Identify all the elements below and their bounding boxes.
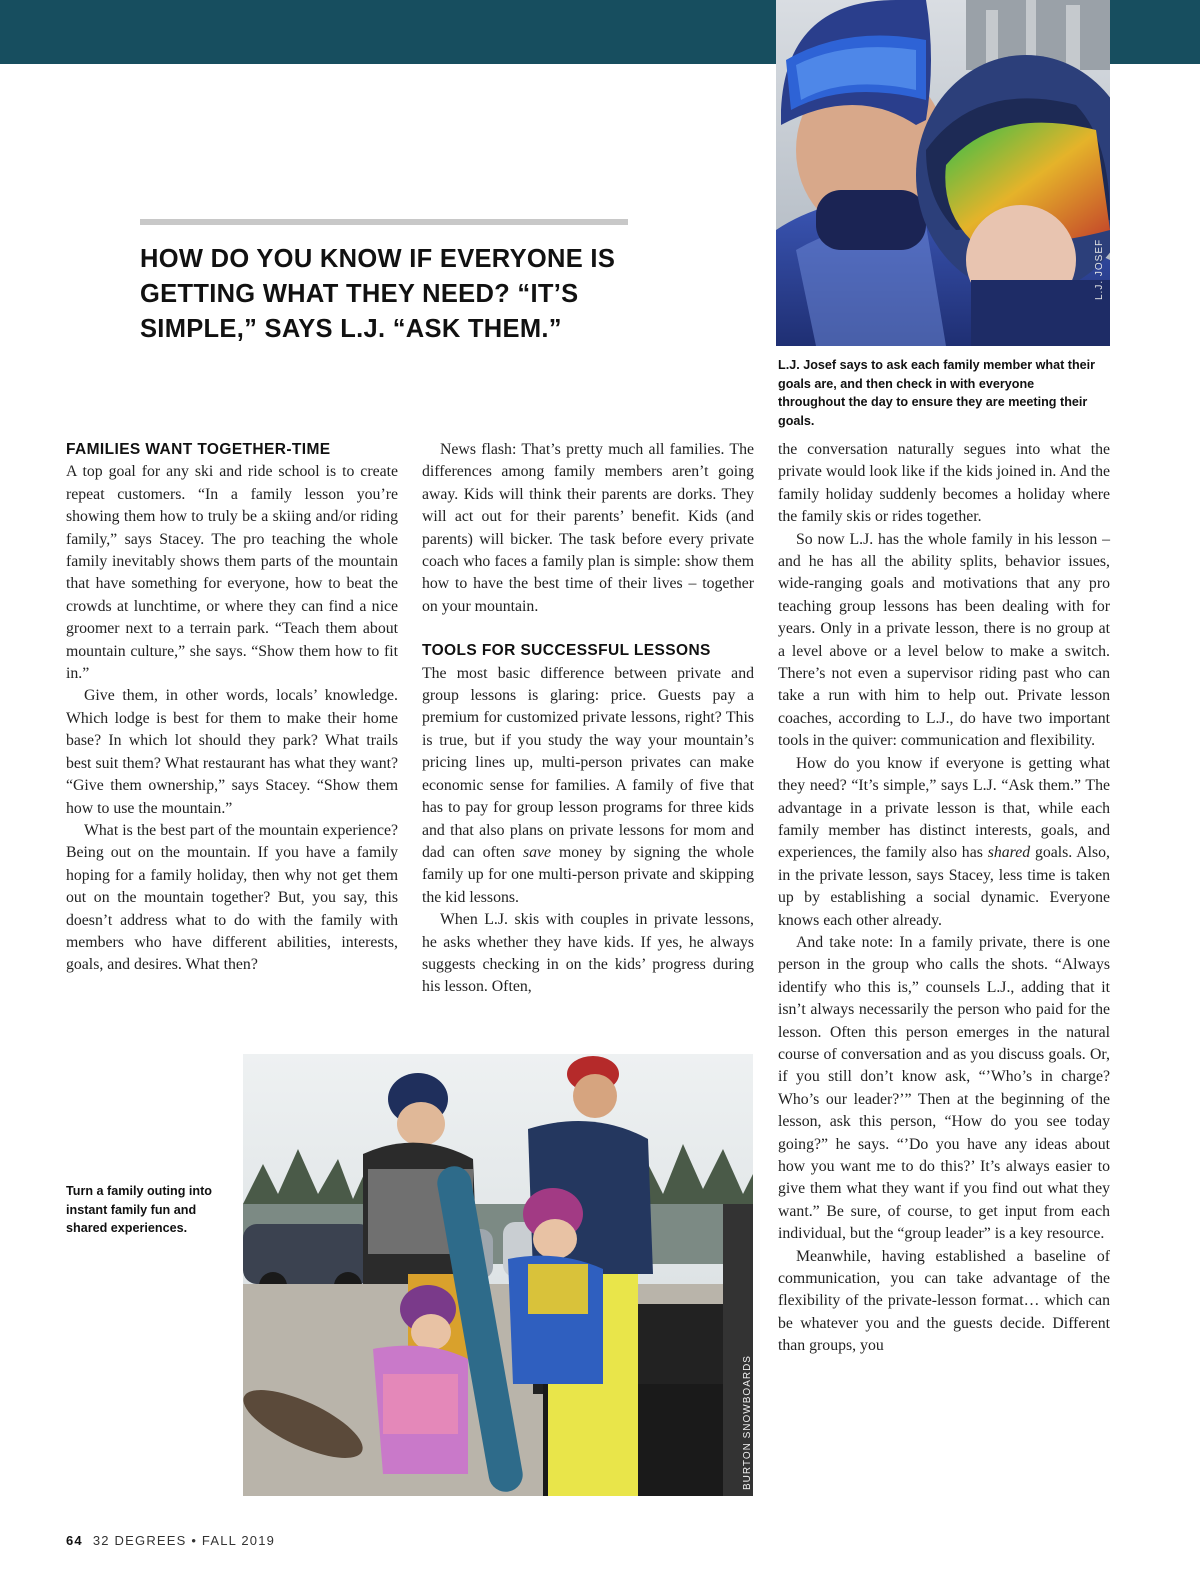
section-spacer <box>422 618 754 640</box>
section-heading-tools: TOOLS FOR SUCCESSFUL LESSONS <box>422 642 711 660</box>
article-column-1 <box>66 439 398 977</box>
paragraph: And take note: In a family private, there is one person in the group who calls the shots. “Always identify who this is,” counsels L.J., adding that it isn’t always necessarily the person who paid for the lesson. Often this person emerges in the natural course of conversation and as you discuss goals. Or, if you still don’t know ask, “’Who’s in charge? Who’s our leader?’” Then at the beginning of the lesson, ask this person, “How do you see today going?” he says. “’Do you have any ideas about how you want me to do this?’ It’s always easier to give them what they want if you find out what they want.” Be sure, of course, to get input from each individual, but the “group leader” is a key resource. <box>778 933 1110 1243</box>
publication-issue: 32 DEGREES • FALL 2019 <box>92 1533 276 1548</box>
pull-quote-rule <box>140 219 628 225</box>
paragraph: the conversation naturally segues into what the private would look like if the kids joined in. And the family holiday suddenly becomes a holiday where the family skis or rides together. <box>778 441 1110 526</box>
text-run: How do you know if everyone is getting what they need? “It’s simple,” says L.J. “Ask them.” The advantage in a private lesson is that, while each family member has distinct interests, goals, and experiences, the family also has <box>778 754 1110 862</box>
pull-quote: HOW DO YOU KNOW IF EVERYONE IS GETTING WHAT THEY NEED? “IT’S SIMPLE,” SAYS L.J. “ASK THEM.” <box>140 245 616 343</box>
article-column-3 <box>778 439 1110 1358</box>
paragraph <box>422 663 754 909</box>
paragraph: When L.J. skis with couples in private lessons, he asks whether they have kids. If yes, he always suggests checking in on the kids’ progress during his lesson. Often, <box>422 911 754 996</box>
photo-credit-top: L.J. JOSEF <box>1094 238 1105 300</box>
text-run: The most basic difference between private and group lessons is glaring: price. Guests pay a premium for customized private lessons, right? This is true, but if you study the way your mountain’s pricing lines up, multi-person privates can make economic sense for families. A family of five that has to pay for group lesson programs for three kids and that also plans on private lessons for mom and dad can often <box>422 664 754 861</box>
paragraph <box>778 753 1110 932</box>
photo-caption-top: L.J. Josef says to ask each family member what their goals are, and then check in with everyone throughout the day to ensure they are meeting their goals. <box>778 358 1096 428</box>
photo-caption-bottom: Turn a family outing into instant family fun and shared experiences. <box>66 1184 212 1235</box>
photo-lj-josef-selfie <box>776 0 1110 346</box>
photo-family-snowboards <box>243 1054 753 1496</box>
text-run: money by signing the whole family up for one multi-person private and skipping the kid lessons. <box>422 843 754 906</box>
paragraph: A top goal for any ski and ride school is to create repeat customers. “In a family lesson you’re showing them how to truly be a skiing and/or riding family,” says Stacey. The pro teaching the whole family inevitably shows them parts of the mountain that have something for everyone, how to beat the crowds at lunchtime, or where they can find a nice groomer next to a terrain park. “Teach them about mountain culture,” she says. “Show them how to fit in.” <box>66 463 398 683</box>
text-run: goals. Also, in the private lesson, says Stacey, less time is taken up by establishing a social dynamic. Everyone knows each other already. <box>778 844 1110 929</box>
emphasis: shared <box>987 844 1031 862</box>
emphasis: save <box>523 843 552 861</box>
page-folio <box>66 1533 275 1548</box>
paragraph: Give them, in other words, locals’ knowledge. Which lodge is best for them to make their home base? In which lot should they park? What trails best suit them? What restaurant has what they want? “Give them ownership,” says Stacey. “Show them how to use the mountain.” <box>66 687 398 817</box>
photo-credit-bottom: BURTON SNOWBOARDS <box>742 1355 753 1490</box>
paragraph: So now L.J. has the whole family in his lesson – and he has all the ability splits, behavior issues, wide-ranging goals and motivations that any pro teaching group lessons has been dealing with for years. Only in a private lesson, there is no group at a level above or a level below to make a switch. There’s not even a supervisor riding past who can take a run with him to help out. Private lesson coaches, according to L.J., do have two important tools in the quiver: communication and flexibility. <box>778 530 1110 750</box>
section-heading-families: FAMILIES WANT TOGETHER-TIME <box>66 441 331 458</box>
paragraph: News flash: That’s pretty much all families. The differences among family members aren’t going away. Kids will think their parents are dorks. They will act out for their parents’ benefit. Kids (and parents) will bicker. The task before every private coach who faces a family plan is simple: show them how to have the best time of their lives – together on your mountain. <box>422 441 754 615</box>
page-number: 64 <box>66 1533 83 1548</box>
paragraph: What is the best part of the mountain experience? Being out on the mountain. If you have a family hoping for a family holiday, then why not get them out on the mountain together? But, you say, this doesn’t address what to do with the family with members who have different abilities, interests, goals, and desires. What then? <box>66 821 398 974</box>
article-column-2 <box>422 439 754 999</box>
paragraph: Meanwhile, having established a baseline of communication, you can take advantage of the flexibility of the private-lesson format… which can be whatever you and the guests decide. Different than groups, you <box>778 1247 1110 1355</box>
